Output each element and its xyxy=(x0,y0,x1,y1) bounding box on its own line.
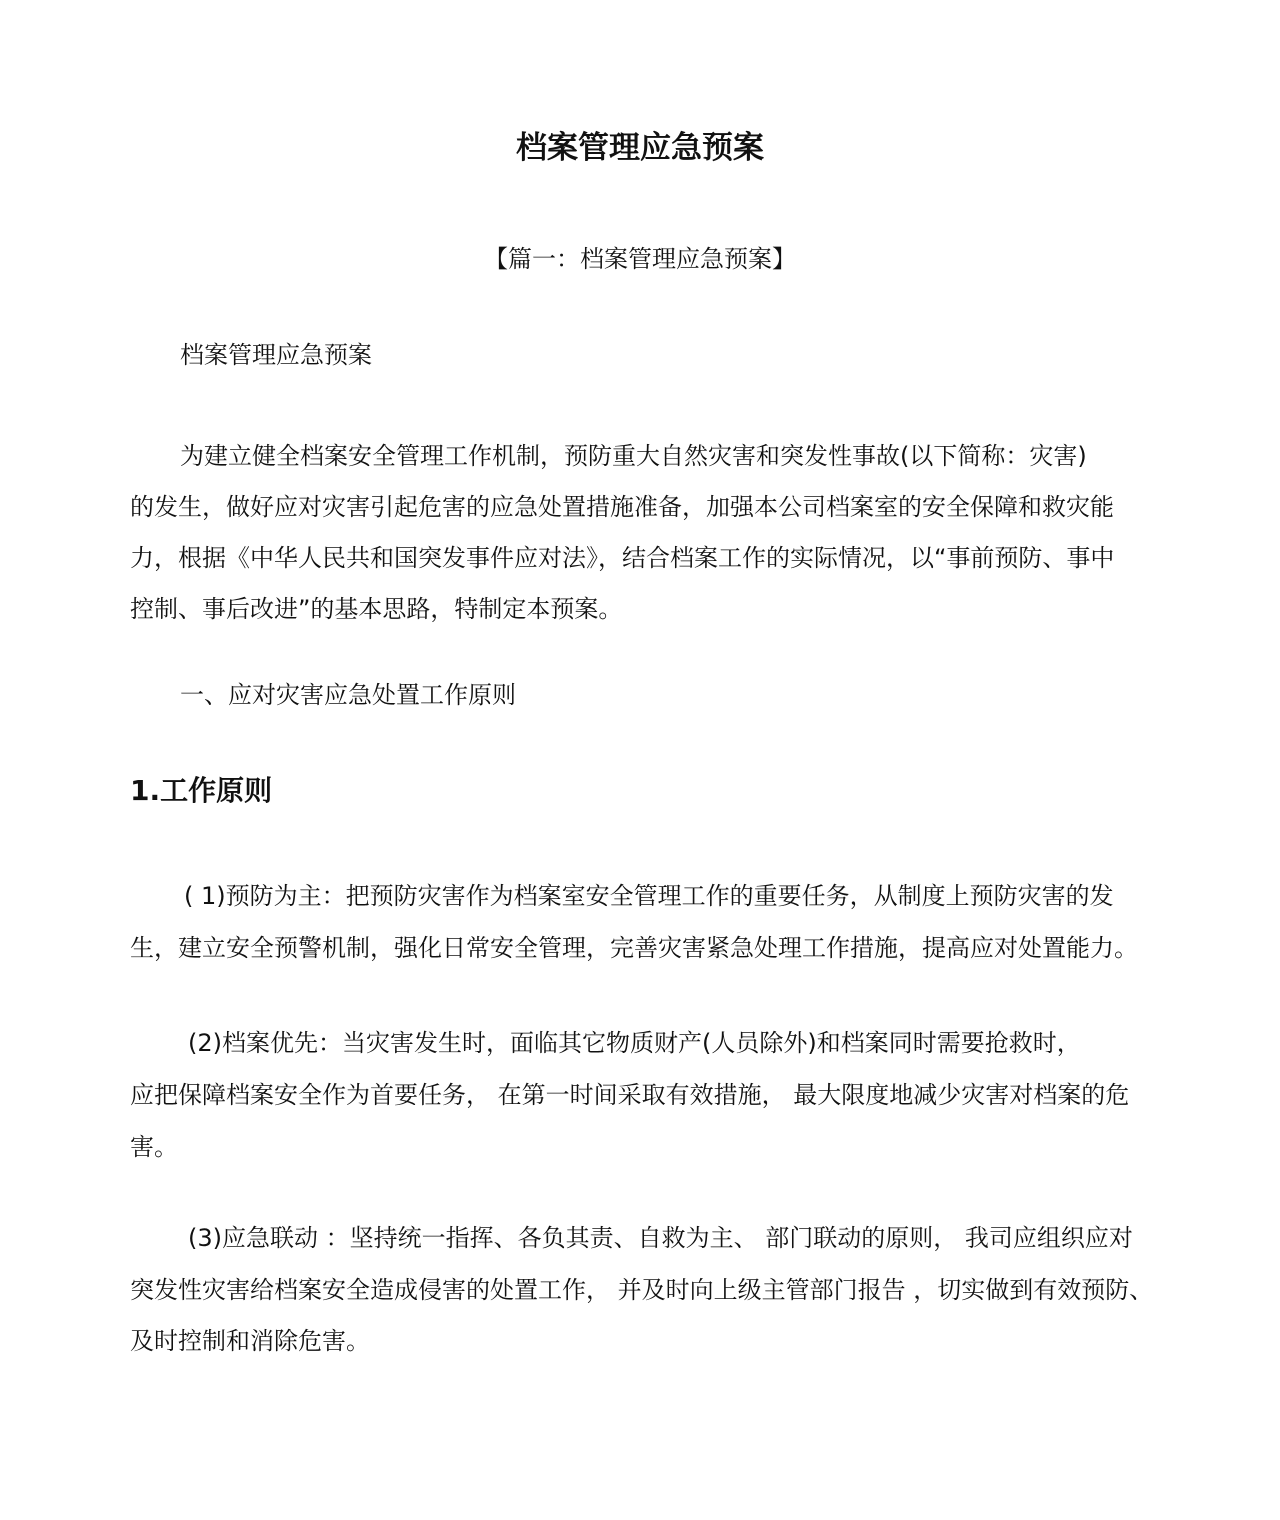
principle-1-line: 生，建立安全预警机制，强化日常安全管理，完善灾害紧急处理工作措施，提高应对处置能力。 xyxy=(130,934,1138,962)
principle-2-line: 害。 xyxy=(130,1133,178,1161)
principle-2-line: 应把保障档案安全作为首要任务， 在第一时间采取有效措施， 最大限度地减少灾害对档案的危 xyxy=(130,1081,1130,1109)
principle-2-line: (2)档案优先：当灾害发生时，面临其它物质财产(人员除外)和档案同时需要抢救时， xyxy=(188,1029,1081,1057)
intro-line: 控制、事后改进”的基本思路，特制定本预案。 xyxy=(130,595,623,623)
intro-line: 的发生，做好应对灾害引起危害的应急处置措施准备，加强本公司档案室的安全保障和救灾能 xyxy=(130,493,1114,521)
principle-1-line: ( 1)预防为主：把预防灾害作为档案室安全管理工作的重要任务，从制度上预防灾害的发 xyxy=(184,882,1114,910)
principle-3-line: 突发性灾害给档案安全造成侵害的处置工作， 并及时向上级主管部门报告 ，切实做到有效预防、 xyxy=(130,1276,1154,1304)
principle-3-line: 及时控制和消除危害。 xyxy=(130,1327,370,1355)
section-heading: 一、应对灾害应急处置工作原则 xyxy=(180,681,516,709)
intro-line: 力，根据《中华人民共和国突发事件应对法》，结合档案工作的实际情况，以“事前预防、事中 xyxy=(130,544,1115,572)
document-subtitle: 【篇一：档案管理应急预案】 xyxy=(484,245,796,273)
doc-name: 档案管理应急预案 xyxy=(180,341,372,369)
document-title: 档案管理应急预案 xyxy=(516,130,764,166)
intro-line: 为建立健全档案安全管理工作机制，预防重大自然灾害和突发性事故(以下简称：灾害) xyxy=(180,442,1087,470)
principle-3-line: (3)应急联动 ：坚持统一指挥、各负其责、自救为主、 部门联动的原则， 我司应组织应对 xyxy=(188,1224,1133,1252)
subsection-heading: 1.工作原则 xyxy=(130,774,273,807)
